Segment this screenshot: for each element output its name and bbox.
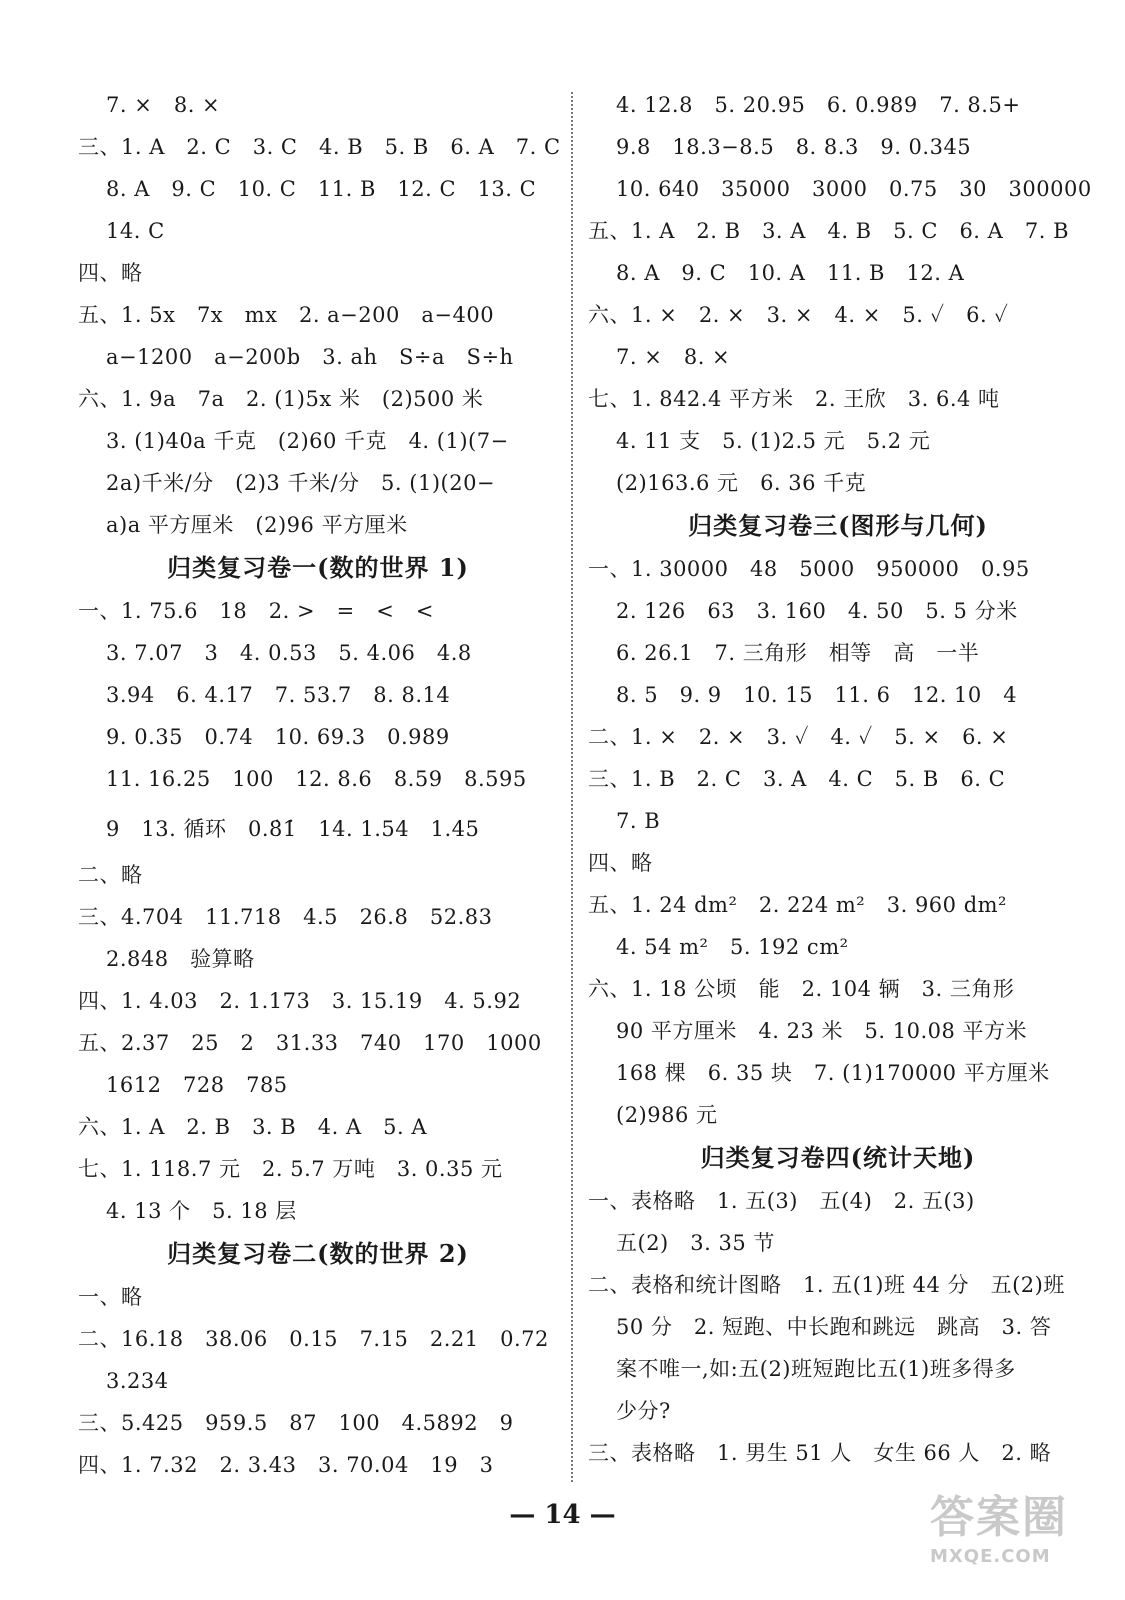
- left-block-a: [78, 84, 561, 546]
- answer-line: 9.8 18.3−8.5 8. 8.3 9. 0.345: [616, 135, 972, 159]
- answer-line: (2)986 元: [616, 1103, 718, 1127]
- answer-line: 14. C: [106, 219, 165, 243]
- right-block-c: [588, 1180, 1088, 1474]
- right-block-b: [588, 548, 1088, 1136]
- answer-line: 三、1. A 2. C 3. C 4. B 5. B 6. A 7. C: [78, 135, 561, 159]
- answer-line: 7. B: [616, 809, 661, 833]
- right-block-a: [588, 84, 1092, 504]
- answer-line: 四、略: [588, 851, 653, 875]
- answer-line: 六、1. A 2. B 3. B 4. A 5. A: [78, 1115, 428, 1139]
- watermark-logo: 答案圈: [930, 1492, 1068, 1543]
- answer-line: 11. 16.25 100 12. 8.6 8.59 8.595: [106, 767, 527, 791]
- answer-line: 7. × 8. ×: [616, 345, 731, 369]
- answer-line: 10. 640 35000 3000 0.75 30 300000: [616, 177, 1092, 201]
- answer-line: 四、1. 7.32 2. 3.43 3. 70.04 19 3: [78, 1453, 494, 1477]
- answer-line: 四、略: [78, 261, 143, 285]
- section-heading: 归类复习卷二(数的世界 2): [167, 1239, 469, 1268]
- answer-line: 一、表格略 1. 五(3) 五(4) 2. 五(3): [588, 1189, 975, 1213]
- answer-line: 2. 126 63 3. 160 4. 50 5. 5 分米: [616, 599, 1018, 623]
- left-block-c: [78, 854, 558, 1232]
- answer-line: 案不唯一,如:五(2)班短跑比五(1)班多得多: [616, 1357, 1016, 1381]
- answer-line: 3. 7.07 3 4. 0.53 5. 4.06 4.8: [106, 641, 472, 665]
- answer-line: 8. A 9. C 10. A 11. B 12. A: [616, 261, 965, 285]
- left-block-b: [78, 590, 558, 854]
- answer-line: 六、1. × 2. × 3. × 4. × 5. ✓ 6. ✓: [588, 303, 1009, 327]
- answer-line: 2a)千米/分 (2)3 千米/分 5. (1)(20−: [106, 471, 496, 495]
- answer-line: 少分?: [616, 1399, 671, 1423]
- answer-line: 五、2.37 25 2 31.33 740 170 1000: [78, 1031, 542, 1055]
- column-divider: [571, 92, 573, 1482]
- page-number: — 14 —: [509, 1500, 616, 1530]
- watermark-url: MXQE.COM: [930, 1546, 1051, 1567]
- answer-line: 9. 0.35 0.74 10. 69.3 0.989: [106, 725, 450, 749]
- answer-line: 四、1. 4.03 2. 1.173 3. 15.19 4. 5.92: [78, 989, 522, 1013]
- answer-line: 二、16.18 38.06 0.15 7.15 2.21 0.72: [78, 1327, 549, 1351]
- left-block-d: [78, 1276, 558, 1486]
- answer-line: 二、1. × 2. × 3. ✓ 4. ✓ 5. × 6. ×: [588, 725, 1009, 749]
- site-watermark: [930, 1490, 1110, 1590]
- answer-line: 4. 54 m² 5. 192 cm²: [616, 935, 849, 959]
- answer-line: 8. 5 9. 9 10. 15 11. 6 12. 10 4: [616, 683, 1018, 707]
- answer-line: a−1200 a−200b 3. ah S÷a S÷h: [106, 345, 514, 369]
- answer-line: 90 平方厘米 4. 23 米 5. 10.08 平方米: [616, 1019, 1028, 1043]
- answer-line: 三、1. B 2. C 3. A 4. C 5. B 6. C: [588, 767, 1006, 791]
- answer-line: 五、1. 5x 7x mx 2. a−200 a−400: [78, 303, 495, 327]
- answer-line: 4. 13 个 5. 18 层: [106, 1199, 297, 1223]
- answer-line: 二、略: [78, 863, 143, 887]
- answer-line: 4. 12.8 5. 20.95 6. 0.989 7. 8.5+: [616, 93, 1021, 117]
- answer-line: 六、1. 18 公顷 能 2. 104 辆 3. 三角形: [588, 977, 1015, 1001]
- answer-line: 2.848 验算略: [106, 947, 255, 971]
- answer-line: 五、1. 24 dm² 2. 224 m² 3. 960 dm²: [588, 893, 1007, 917]
- answer-line: 三、5.425 959.5 87 100 4.5892 9: [78, 1411, 514, 1435]
- answer-line: 50 分 2. 短跑、中长跑和跳远 跳高 3. 答: [616, 1315, 1052, 1339]
- answer-line: 168 棵 6. 35 块 7. (1)170000 平方厘米: [616, 1061, 1050, 1085]
- answer-line: 7. × 8. ×: [106, 93, 221, 117]
- answer-line: 9 13. 循环 0.8̇1̇ 14. 1.54 1.45: [106, 817, 480, 841]
- answer-line: 五(2) 3. 35 节: [616, 1231, 775, 1255]
- answer-line: 一、略: [78, 1285, 143, 1309]
- answer-line: 七、1. 842.4 平方米 2. 王欣 3. 6.4 吨: [588, 387, 1000, 411]
- section-heading: 归类复习卷四(统计天地): [700, 1143, 976, 1172]
- answer-line: 三、4.704 11.718 4.5 26.8 52.83: [78, 905, 493, 929]
- right-column: [588, 84, 1092, 1474]
- answer-line: 五、1. A 2. B 3. A 4. B 5. C 6. A 7. B: [588, 219, 1069, 243]
- section-heading: 归类复习卷一(数的世界 1): [167, 553, 469, 582]
- left-column: [78, 84, 561, 1486]
- answer-line: (2)163.6 元 6. 36 千克: [616, 471, 867, 495]
- answer-line: 七、1. 118.7 元 2. 5.7 万吨 3. 0.35 元: [78, 1157, 503, 1181]
- answer-line: 六、1. 9a 7a 2. (1)5x 米 (2)500 米: [78, 387, 484, 411]
- answer-line: 3. (1)40a 千克 (2)60 千克 4. (1)(7−: [106, 429, 509, 453]
- answer-line: a)a 平方厘米 (2)96 平方厘米: [106, 513, 408, 537]
- answer-line: 3.234: [106, 1369, 169, 1393]
- section-heading: 归类复习卷三(图形与几何): [688, 511, 988, 540]
- answer-line: 4. 11 支 5. (1)2.5 元 5.2 元: [616, 429, 931, 453]
- answer-line: 三、表格略 1. 男生 51 人 女生 66 人 2. 略: [588, 1441, 1052, 1465]
- answer-line: 1612 728 785: [106, 1073, 288, 1097]
- answer-line: 6. 26.1 7. 三角形 相等 高 一半: [616, 641, 980, 665]
- answer-line: 8. A 9. C 10. C 11. B 12. C 13. C: [106, 177, 537, 201]
- answer-line: 3.94 6. 4.17 7. 53.7 8. 8.14: [106, 683, 451, 707]
- answer-line: 一、1. 75.6 18 2. > = < <: [78, 599, 434, 623]
- answer-line: 二、表格和统计图略 1. 五(1)班 44 分 五(2)班: [588, 1273, 1065, 1297]
- answer-line: 一、1. 30000 48 5000 950000 0.95: [588, 557, 1030, 581]
